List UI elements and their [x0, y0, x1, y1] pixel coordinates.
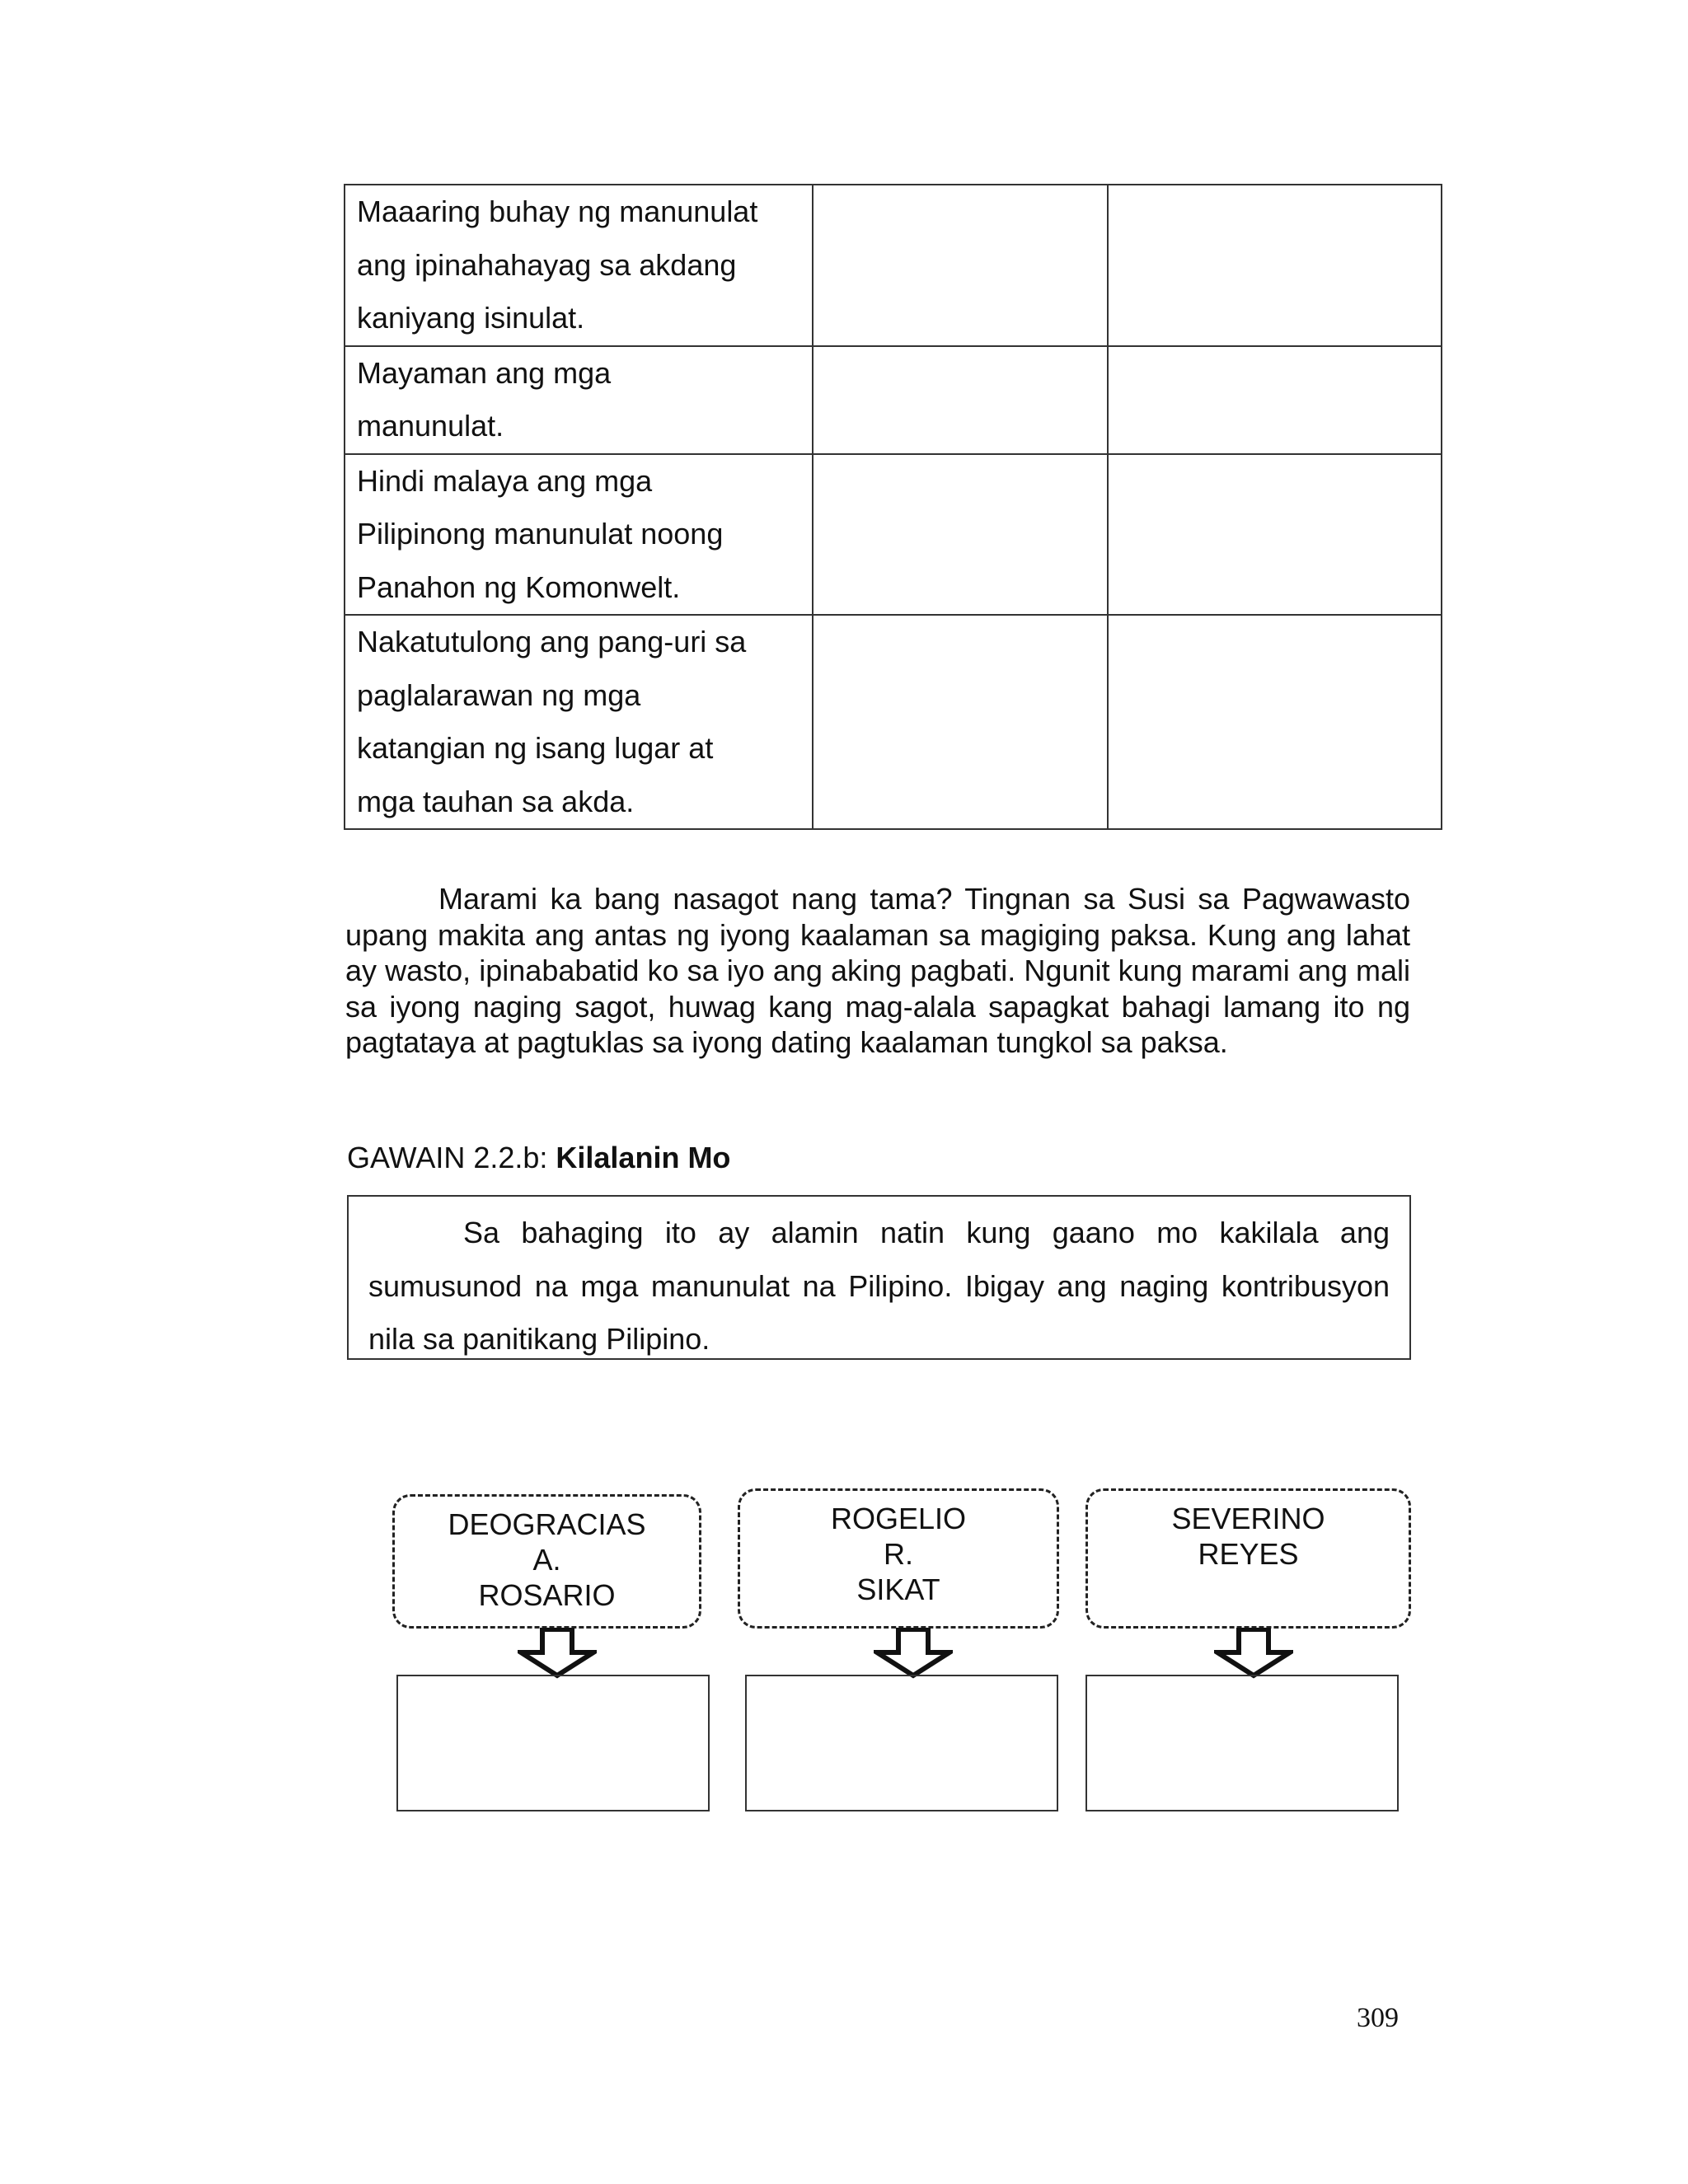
statements-table	[344, 184, 1442, 830]
author-name-line: ROSARIO	[478, 1578, 616, 1612]
answer-box-reyes[interactable]	[1085, 1675, 1399, 1811]
statement-line: Mayaman ang mga	[357, 355, 612, 390]
author-name-line: DEOGRACIAS	[448, 1507, 646, 1541]
statement-line: ang ipinahahayag sa akdang	[357, 247, 737, 282]
activity-code: GAWAIN 2.2.b:	[347, 1141, 556, 1174]
author-name-line: SEVERINO	[1171, 1502, 1325, 1535]
answer-box-sikat[interactable]	[745, 1675, 1058, 1811]
statement-line: Hindi malaya ang mga	[357, 463, 653, 498]
statement-line: Panahon ng Komonwelt.	[357, 569, 681, 604]
answer-cell-2[interactable]	[1108, 346, 1442, 454]
statement-line: mga tauhan sa akda.	[357, 784, 635, 818]
answer-cell-1[interactable]	[813, 185, 1108, 346]
feedback-paragraph: Marami ka bang nasagot nang tama? Tingnan sa Susi sa Pagwawasto upang makita ang antas ng iyong kaalaman sa magiging paksa. Kung ang lahat ay wasto, ipinababatid ko sa iyo ang aking pagbati. Ngunit kung marami ang mali sa iyong naging sagot, huwag kang mag-alala sapagkat bahagi lamang ito ng pagtataya at pagtuklas sa iyong dating kaalaman tungkol sa paksa.	[345, 882, 1410, 1059]
answer-cell-2[interactable]	[1108, 454, 1442, 616]
author-name-line: ROGELIO	[830, 1502, 967, 1535]
author-card-reyes	[1085, 1488, 1411, 1629]
down-arrow-icon	[518, 1628, 597, 1679]
author-name-line: REYES	[1198, 1537, 1299, 1571]
instruction-text: Sa bahaging ito ay alamin natin kung gaano mo kakilala ang sumusunod na mga manunulat na Pilipino. Ibigay ang naging kontribusyon nila sa panitikang Pilipino.	[368, 1216, 1390, 1356]
statement-line: paglalarawan ng mga	[357, 677, 641, 712]
author-card-sikat	[738, 1488, 1059, 1629]
activity-heading	[347, 1140, 730, 1176]
table-row	[345, 615, 1442, 829]
table-row	[345, 185, 1442, 346]
author-name-line: SIKAT	[856, 1572, 940, 1606]
answer-cell-2[interactable]	[1108, 615, 1442, 829]
statement-line: Nakatutulong ang pang-uri sa	[357, 625, 747, 658]
author-name-line: A.	[532, 1543, 561, 1577]
activity-title: Kilalanin Mo	[556, 1141, 731, 1174]
answer-cell-1[interactable]	[813, 615, 1108, 829]
answer-cell-1[interactable]	[813, 346, 1108, 454]
answer-cell-1[interactable]	[813, 454, 1108, 616]
author-name-line: R.	[884, 1537, 913, 1571]
statement-line: kaniyang isinulat.	[357, 301, 585, 335]
down-arrow-icon	[874, 1628, 953, 1679]
answer-cell-2[interactable]	[1108, 185, 1442, 346]
statement-line: katangian ng isang lugar at	[357, 731, 714, 765]
statement-line: Pilipinong manunulat noong	[357, 517, 724, 551]
statement-cell	[345, 454, 813, 616]
page-number: 309	[1357, 2003, 1399, 2033]
statement-cell	[345, 615, 813, 829]
instruction-box	[347, 1195, 1411, 1360]
statement-line: Maaaring buhay ng manunulat	[357, 194, 758, 228]
author-card-rosario	[392, 1494, 701, 1629]
statement-line: manunulat.	[357, 409, 504, 443]
answer-box-rosario[interactable]	[396, 1675, 710, 1811]
statement-cell	[345, 185, 813, 346]
table-row	[345, 454, 1442, 616]
down-arrow-icon	[1214, 1628, 1293, 1679]
table-row	[345, 346, 1442, 454]
statement-cell	[345, 346, 813, 454]
